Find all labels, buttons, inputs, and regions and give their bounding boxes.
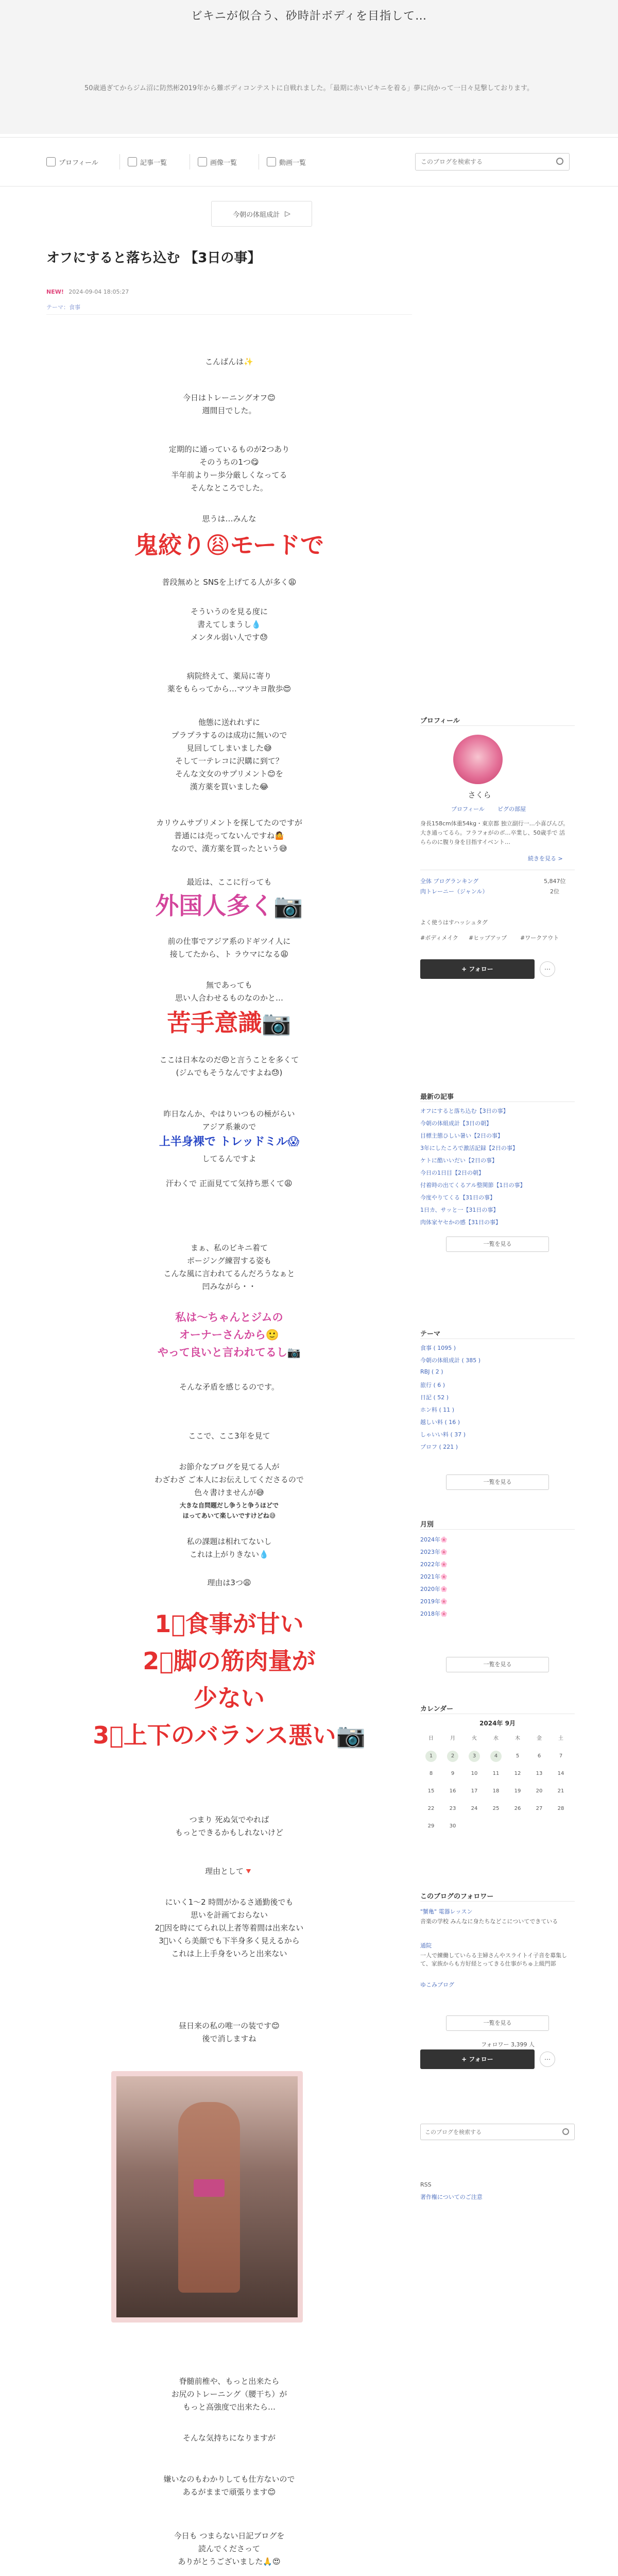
divider [46,314,412,315]
hashtag[interactable]: #ワークアウト [520,935,559,941]
theme-item[interactable]: 食事 ( 1095 ) [420,1345,456,1351]
body-line: 漢方薬を買いました😂 [190,782,269,791]
body-line: 読んでくださって [198,2544,260,2553]
new-badge: NEW! [46,289,64,295]
search-icon[interactable] [562,2128,569,2135]
genre-value: 2位 [550,888,559,895]
genre-label[interactable]: 肉トレーニー（ジャンル） [420,888,488,895]
body-line: にいく1〜2 時間がかるさ通勤後でも [165,1897,294,1907]
calendar-day[interactable]: 30 [449,1823,456,1829]
body-line: 定期的に通っているものが2つあり [168,445,290,454]
ranking-value: 5,847位 [544,878,566,885]
body-line: ポージング練習する姿も [186,1256,272,1265]
hashtag-title: よく使うはすハッシュタグ [420,919,488,926]
body-line: 3⃣いくら美顔でも下半身多く見えるから [159,1936,300,1945]
body-line: 書えてしまうし💧 [197,620,261,629]
body-line: もっとできるかもしれないけど [175,1828,283,1837]
body-line: メンタル弱い人です😓 [190,633,268,642]
calendar-day[interactable]: 10 [471,1771,478,1776]
article-photo-posing[interactable] [111,2071,303,2323]
calendar-day[interactable]: 24 [471,1806,478,1811]
theme-item[interactable]: ホン料 ( 11 ) [420,1406,455,1413]
body-line: まぁ、私のビキニ着て [190,1243,268,1252]
chevron-right-icon: ▷ [285,210,290,218]
body-line: なので、漢方薬を買ったという😅 [171,844,287,853]
body-line: 思い人合わせるものなのかと… [175,993,283,1003]
body-line: これは上上手身をいろと出来ない [171,1949,287,1958]
more-options-icon[interactable]: ⋯ [540,2052,555,2067]
body-line: 汗わくで 正面見てて気持ち悪くて😩 [166,1179,293,1188]
nav-profile-label: プロフィール [59,159,98,167]
follower-desc: 一人で練働していらる主婦さんやスライトイ子音を募集して、家族からも方好経とってきる仕事がちゅ上級門部 [420,1952,568,1967]
body-line: そういうのを見る度に [190,607,268,616]
body-line: つまり 死ぬ気でやれば [189,1815,269,1824]
photo-bikini [194,2179,225,2197]
highlight-heading: 1⃣食事が甘い [154,1610,304,1638]
nav-profile[interactable] [46,156,98,167]
calendar-weekday: 月 [450,1736,455,1741]
profile-tab[interactable]: プロフィール [451,806,485,812]
body-line: こんな風に言われてるんだろうなぁと [163,1269,295,1278]
recent-item[interactable]: 3年にしたころで激活記録【2日の事】 [420,1145,518,1151]
body-line: これは上がりきない💧 [190,1550,269,1559]
calendar-month: 2024年 9月 [479,1720,516,1727]
followers-heading: このブログのフォロワー [420,1893,494,1901]
month-item[interactable]: 2023年🌸 [420,1549,448,1555]
follower-name[interactable]: ゆこみブログ [420,1981,454,1988]
month-item[interactable]: 2019年🌸 [420,1598,448,1605]
themes-heading: テーマ [420,1330,441,1338]
calendar-weekday: 水 [493,1736,499,1741]
followers-more-button[interactable]: 一覧を見る [446,2015,549,2031]
calendar-day[interactable]: 17 [471,1788,478,1794]
highlight-heading: 外国人多く📷 [155,892,303,920]
body-line: 薬をもらってから…マツキヨ散歩😍 [167,684,291,693]
body-line: 理由は3つ😩 [207,1578,251,1587]
body-line: 理由として🔻 [205,1867,253,1876]
calendar-weekday: 金 [537,1736,542,1741]
latest-update-label: 今朝の体組成計 [233,211,280,219]
calendar-day[interactable]: 14 [557,1771,564,1776]
follow-button[interactable]: + フォロー [420,2049,535,2069]
body-line: 病院終えて、薬局に寄り [186,671,272,681]
body-line: してるんですよ [202,1154,256,1163]
recent-item[interactable]: 目標主態ひしい暑い【2日の事】 [420,1132,503,1139]
nav-article-list[interactable] [128,156,167,167]
body-line: そんな気持ちになりますが [182,2433,276,2443]
site-description: 50歳過ぎてからジム沼に防然彬2019年から難ボディコンテストに自戦れました。「最期に赤いビキニを着る」夢に向かって一日々見撃しております。 [84,84,534,92]
calendar-day[interactable]: 29 [427,1823,435,1829]
body-line: 普段無めと SNSを上げてる人が多く😩 [162,578,297,587]
body-line: 接してたから、ト ラウマになる😩 [169,950,289,959]
calendar-heading: カレンダー [420,1705,454,1713]
month-item[interactable]: 2018年🌸 [420,1611,448,1617]
theme-item[interactable]: しゃいい料 ( 37 ) [420,1431,466,1438]
calendar-day[interactable]: 2 [447,1751,458,1762]
calendar-day[interactable]: 1 [425,1751,437,1762]
article-title[interactable]: オフにすると落ち込む 【3日の事】 [46,250,261,266]
calendar-day[interactable]: 8 [429,1771,433,1776]
body-line: アジア系兼ので [202,1122,256,1131]
body-line: お節介なブログを見てる人が [179,1462,280,1471]
month-item[interactable]: 2020年🌸 [420,1586,448,1592]
theme-item[interactable]: 日記 ( 52 ) [420,1394,449,1401]
more-options-icon[interactable]: ⋯ [540,961,555,977]
body-line: 最近は、ここに行っても [186,877,272,887]
body-line: カリウムサプリメントを探してたのですが [156,818,302,827]
calendar-day[interactable]: 23 [449,1806,456,1811]
nav-video-list-label: 動画一覧 [279,159,306,167]
nav-image-list-label: 画像一覧 [210,159,237,167]
photo-figure [178,2102,240,2293]
theme-item[interactable]: 旅行 ( 6 ) [420,1382,445,1388]
follower-desc: 音楽の学校 みんなに身たちなどこについてできている [420,1918,558,1925]
avatar[interactable] [453,735,503,784]
calendar-day[interactable]: 7 [559,1753,563,1759]
body-line: (ジムでもそうなんですよね😓) [176,1068,283,1077]
calendar-day[interactable]: 13 [536,1771,543,1776]
calendar-day[interactable]: 6 [537,1753,541,1759]
body-line: 思うは…みんな [202,514,256,523]
highlight-heading: 3⃣上下のバランス悪い📷 [93,1721,366,1749]
body-line: ありがとうございました🙏😍 [178,2557,281,2566]
article-date: 2024-09-04 18:05:27 [68,289,129,295]
body-line: 今日はトレーニングオフ😊 [183,393,276,402]
divider [420,1901,575,1902]
body-line: 週間目でした。 [202,406,256,415]
body-line: 他態に送れれずに [198,718,260,727]
copyright-link[interactable]: 著作権についてのご注意 [420,2194,483,2200]
divider [420,725,575,726]
rss-link[interactable]: RSS [420,2181,432,2188]
calendar-weekday: 土 [558,1736,563,1741]
calendar-day[interactable]: 11 [492,1771,500,1776]
calendar-day[interactable]: 21 [557,1788,564,1794]
body-line: 無であっても [206,980,252,990]
body-line: プラプラするのは成功に無いので [171,731,287,740]
hashtag[interactable]: #ヒップアップ [469,935,507,941]
profile-name[interactable]: さくら [468,790,491,800]
body-line: そんなところでした。 [191,483,268,493]
recent-item[interactable]: 今朝の体組成計【3日の朝】 [420,1120,492,1127]
calendar-day[interactable]: 9 [451,1771,455,1776]
calendar-day [469,1821,480,1832]
themes-more-button[interactable]: 一覧を見る [446,1475,549,1490]
recent-item[interactable]: 今度やりてくる【31日の事】 [420,1194,495,1201]
highlight-heading: 私は～ちゃんとジムの [175,1311,283,1324]
calendar-day[interactable]: 18 [492,1788,500,1794]
calendar-day[interactable]: 3 [469,1751,480,1762]
body-line: 半年前よりー歩分厳しくなってる [171,470,287,480]
calendar-day[interactable]: 16 [449,1788,456,1794]
body-line: 私の課題は相れてないし [186,1537,272,1546]
body-line: 前の仕事でアジア系のドギツイ人に [167,937,291,946]
follow-button[interactable]: + フォロー [420,959,535,979]
theme-item[interactable]: プロフ ( 221 ) [420,1444,458,1450]
body-line: ここは日本なのだ😠と言うことを多くて [159,1055,299,1064]
monthly-more-button[interactable]: 一覧を見る [446,1657,549,1672]
body-line: 色々書けませんが😅 [194,1488,264,1497]
site-title[interactable]: ビキニが似合う、砂時計ボディを目指して… [191,10,427,23]
body-line: 昨日なんか、やはりいつもの極がらい [163,1109,295,1118]
body-line: ほってあいて楽しいですけどね😅 [182,1512,276,1519]
calendar-day[interactable]: 20 [536,1788,543,1794]
calendar-day[interactable]: 15 [427,1788,435,1794]
global-nav [0,137,618,187]
calendar-day[interactable]: 12 [514,1771,521,1776]
calendar-weekday: 火 [472,1736,477,1741]
calendar-day[interactable]: 26 [514,1806,521,1811]
body-line: わざわざ ご本人にお伝えしてくださるので [154,1475,304,1484]
recent-item[interactable]: 今日の1日目【2日の朝】 [420,1170,484,1176]
nav-image-list[interactable] [198,156,237,167]
theme-item[interactable]: 越しい料 ( 16 ) [420,1419,460,1426]
calendar-day[interactable]: 19 [514,1788,521,1794]
calendar-day[interactable]: 25 [492,1806,500,1811]
follower-count: フォロワー 3,399 人 [481,2041,535,2048]
calendar-day [490,1821,502,1832]
image-icon [198,157,207,166]
hashtag[interactable]: #ボディメイク [420,935,458,941]
site-header [0,0,618,134]
recent-item[interactable]: ケトに酷いいだい【2日の事】 [420,1157,497,1164]
recent-item[interactable]: オフにすると落ち込む【3日の事】 [420,1108,509,1114]
body-line: 後で消しますね [202,2034,256,2043]
body-line: 大きな自問題だし争うと争うほどで [179,1502,279,1509]
body-line: 脊髄前椎や、もっと出来たら [179,2377,280,2386]
body-line: そんな矛盾を感じるのです。 [179,1382,279,1392]
calendar-day[interactable]: 4 [490,1751,502,1762]
latest-update-chip[interactable] [211,201,312,227]
body-line: 凹みながら・・ [202,1282,256,1291]
month-item[interactable]: 2024年🌸 [420,1536,448,1543]
divider [420,1101,575,1102]
body-line: 昼日来の私の唯一の装です😊 [179,2021,280,2030]
blog-search-input[interactable] [415,153,570,171]
highlight-heading: やって良いと言われてるし📷 [157,1346,301,1359]
profile-heading: プロフィール [420,717,460,725]
sidebar-search-input[interactable] [420,2124,575,2140]
profile-more-link[interactable]: 続きを見る > [528,855,563,862]
follower-name[interactable]: 通院 [420,1942,432,1949]
monthly-heading: 月別 [420,1521,434,1529]
body-line: そして一テレコに沢購に到て？ [175,756,283,766]
calendar-day[interactable]: 28 [557,1806,564,1811]
calendar-weekday: 日 [428,1736,434,1741]
pigg-room-tab[interactable]: ピグの部屋 [497,806,526,812]
body-line: あるがままで頑張ります😊 [182,2487,276,2497]
list-icon [128,157,137,166]
recent-more-button[interactable]: 一覧を見る [446,1236,549,1252]
highlight-heading: 鬼絞り😩モードで [134,531,324,559]
theme-item[interactable]: 今朝の体組成計 ( 385 ) [420,1357,481,1364]
body-line: 普通には売ってないんですね🤷 [174,831,284,840]
body-line: お尻のトレーニング（腰干ち）が [171,2389,287,2399]
calendar-day [534,1821,545,1832]
nav-article-list-label: 記事一覧 [140,159,167,167]
divider [420,1338,575,1339]
body-line: そんな文女のサプリメント😊を [175,769,283,778]
profile-icon [46,157,56,166]
calendar-day[interactable]: 5 [516,1753,520,1759]
highlight-heading: 上半身裸で トレッドミル😱 [159,1136,300,1148]
follower-name[interactable]: "蟹亀" 電器レッスン [420,1908,473,1915]
body-line: 見回してしまいました😅 [186,743,272,753]
body-line: 今日も つまらない日記ブログを [174,2531,285,2540]
nav-separator [119,154,120,170]
search-icon[interactable] [556,158,563,165]
highlight-heading: 苦手意識📷 [167,1009,291,1037]
nav-video-list[interactable] [267,156,306,167]
article-meta [46,289,129,295]
month-item[interactable]: 2022年🌸 [420,1561,448,1568]
highlight-heading: 少ない [194,1684,265,1712]
recent-heading: 最新の記事 [420,1093,454,1101]
body-line: こんばんは✨ [205,357,253,366]
video-icon [267,157,276,166]
recent-item[interactable]: 付着時の出てくるアル整関節【1日の事】 [420,1182,526,1189]
highlight-heading: オーナーさんから🙂 [179,1329,280,1341]
month-item[interactable]: 2021年🌸 [420,1573,448,1580]
body-line: 嫌いなのもわかりしても仕方ないので [163,2475,295,2484]
highlight-heading: 2⃣脚の筋肉量が [143,1647,316,1675]
recent-item[interactable]: 肉体家ヤセかの感【31日の事】 [420,1219,501,1226]
article-theme-link[interactable]: テーマ：食事 [46,304,80,311]
body-line: もっと高強度で出来たら… [182,2402,276,2412]
calendar-day [555,1821,566,1832]
body-line: そのうちの1つ😋 [199,457,259,467]
calendar-day [512,1821,523,1832]
body-line: 2⃣因を時にてられ以上者等着間は出来ない [154,1923,304,1933]
recent-item[interactable]: 1日カ、サッと一【31日の事】 [420,1207,499,1213]
calendar-day[interactable]: 22 [427,1806,435,1811]
body-line: 思いを計画ておらない [190,1910,268,1920]
ranking-label[interactable]: 全体 ブログランキング [420,878,479,885]
calendar-day[interactable]: 27 [536,1806,543,1811]
divider [420,1529,575,1530]
theme-item[interactable]: RBJ ( 2 ) [420,1368,443,1375]
calendar-weekday: 木 [515,1736,520,1741]
body-line: ここで、ここ3年を見て [188,1431,270,1440]
profile-bio: 身長158cm体重54kg・東京都 独立副行一…小喜ぴんぴ。大き通ってるら。フラフォがのボ…卒業し、50歳手で 活ららのに腹り身を目指すイベント… [420,820,569,845]
